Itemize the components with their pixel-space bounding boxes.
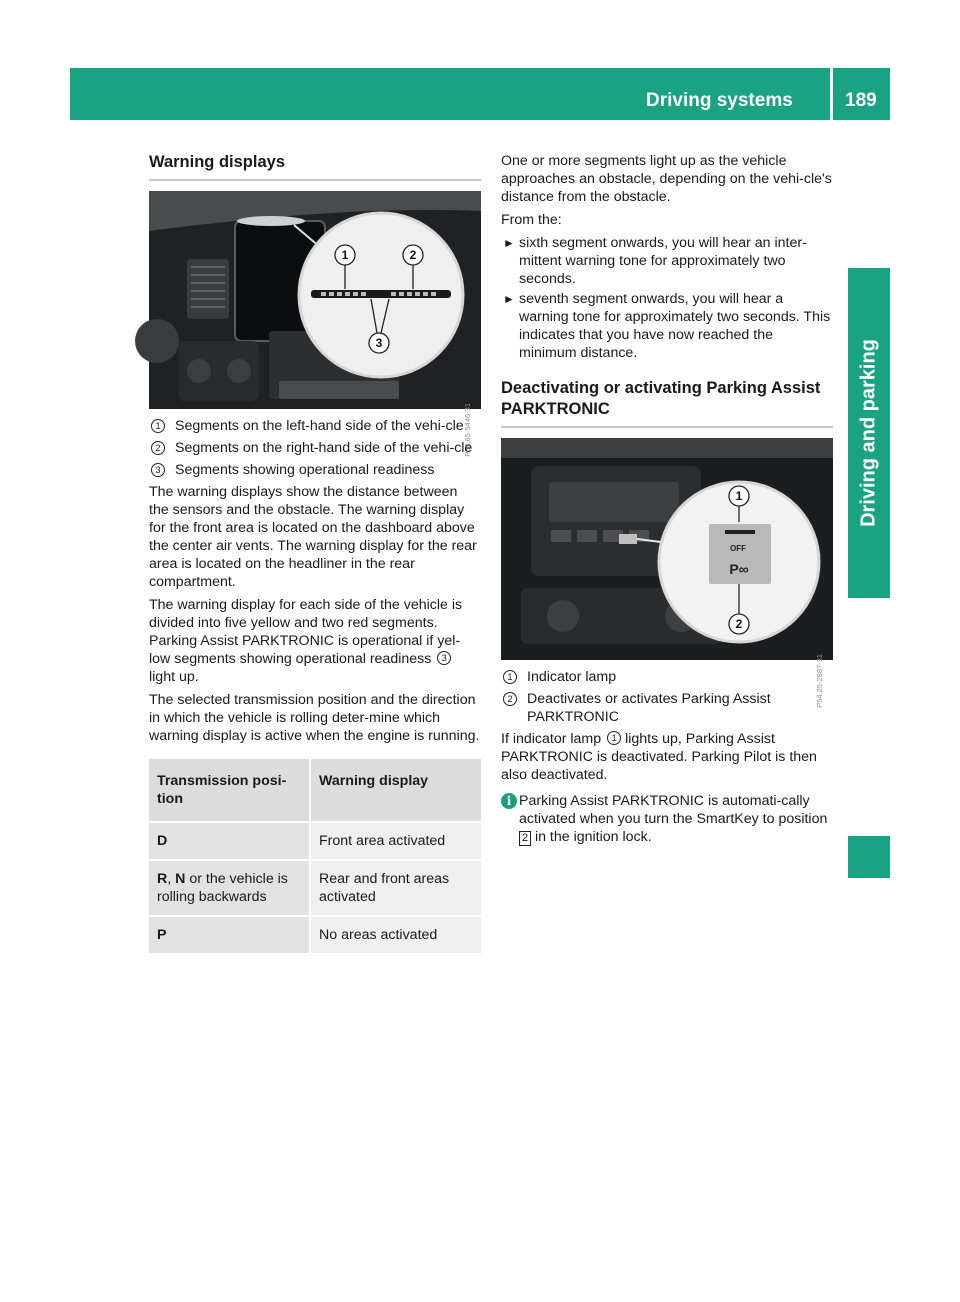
info-text: in the ignition lock. [534, 829, 652, 845]
callout-3-icon: 3 [437, 651, 451, 665]
table-cell-display: No areas activated [311, 915, 481, 953]
legend-item-3 [149, 461, 481, 479]
left-column [149, 152, 481, 953]
info-note [501, 792, 833, 846]
header-separator [830, 68, 833, 120]
figure-code: P54.65-5446-31 [463, 403, 472, 457]
gear-letter: D [157, 833, 168, 849]
legend-text: Indicator lamp [527, 669, 617, 685]
table-cell-display: Front area activated [311, 821, 481, 859]
legend-text: Deactivates or activates Parking Assist PARKTRONIC [527, 691, 771, 725]
table-cell-display: Rear and front areas activated [311, 859, 481, 915]
chapter-tab-label: Driving and parking [857, 339, 880, 527]
deactivating-heading: Deactivating or activating Parking Assist PARKTRONIC [501, 379, 821, 418]
right-column [501, 152, 833, 846]
info-icon: i [501, 793, 517, 809]
table-header-row [149, 759, 481, 821]
svg-text:P∞: P∞ [729, 561, 749, 577]
paragraph: The selected transmission position and the direction in which the vehicle is rolling deter-mine which warning display is active when the engine is running. [149, 692, 480, 744]
table-cell-position [149, 915, 311, 953]
transmission-table [149, 759, 481, 953]
svg-text:1: 1 [341, 248, 349, 262]
paragraph-text: lights up, Parking Assist PARKTRONIC is deactivated. Parking Pilot is then also deactivated. [501, 731, 817, 783]
table-cell-position [149, 821, 311, 859]
bullet-icon: ► [503, 236, 515, 250]
dashboard-illustration [149, 191, 481, 409]
figure-code: P54.25-2887-31 [815, 654, 824, 708]
gear-letter: N [175, 871, 186, 887]
legend-text: Segments showing operational readiness [175, 462, 435, 478]
table-header: Warning display [311, 759, 481, 821]
position-text: or the vehicle is rolling backwards [157, 871, 288, 905]
legend-item-2 [501, 690, 833, 726]
table-row [149, 915, 481, 953]
warning-displays-heading: Warning displays [149, 153, 285, 171]
heading-rule [501, 426, 833, 428]
ignition-position-icon: 2 [519, 831, 531, 846]
list-item-text: seventh segment onwards, you will hear a warning tone for approximately two seconds. This indicates that you have now reached the minimum distance. [519, 291, 831, 361]
off-label: OFF [730, 544, 746, 553]
paragraph: One or more segments light up as the vehicle approaches an obstacle, depending on the vehi-cle's distance from the obstacle. [501, 153, 832, 205]
legend-text: Segments on the left-hand side of the vehi-cle [175, 418, 464, 434]
callout-2-icon: 2 [151, 441, 165, 455]
svg-text:2: 2 [735, 617, 743, 631]
bullet-list [501, 234, 833, 362]
center-console-illustration [501, 438, 833, 660]
table-header: Transmission posi-tion [149, 759, 311, 821]
heading-rule [149, 179, 481, 181]
info-text: Parking Assist PARKTRONIC is automati-cally activated when you turn the SmartKey to position [519, 793, 828, 827]
separator-text: , [167, 871, 176, 887]
callout-1-icon: 1 [503, 670, 517, 684]
svg-text:3: 3 [375, 336, 383, 350]
list-item [501, 234, 833, 288]
table-row [149, 821, 481, 859]
svg-text:2: 2 [409, 248, 417, 262]
section-title: Driving systems [646, 90, 793, 111]
legend-text: Segments on the right-hand side of the vehi-cle [175, 440, 473, 456]
paragraph-text: light up. [149, 669, 199, 685]
table-row [149, 859, 481, 915]
callout-2-icon: 2 [503, 692, 517, 706]
legend-item-1 [501, 668, 833, 686]
paragraph: From the: [501, 212, 562, 228]
table-cell-position [149, 859, 311, 915]
list-item [501, 290, 833, 362]
paragraph-text: The warning display for each side of the vehicle is divided into five yellow and two red segments. Parking Assist PARKTRONIC is operational if yel-low segments showing operational readiness [149, 597, 463, 667]
callout-1-icon: 1 [151, 419, 165, 433]
callout-3-icon: 3 [151, 463, 165, 477]
legend-item-2 [149, 439, 481, 457]
gear-letter: R [157, 871, 168, 887]
chapter-marker [848, 836, 890, 878]
page-number: 189 [845, 90, 877, 111]
list-item-text: sixth segment onwards, you will hear an inter-mittent warning tone for approximately two seconds. [519, 235, 807, 287]
callout-1-icon: 1 [607, 731, 621, 745]
paragraph [501, 730, 833, 784]
svg-text:1: 1 [735, 489, 743, 503]
legend-item-1 [149, 417, 481, 435]
paragraph-text: If indicator lamp [501, 731, 602, 747]
bullet-icon: ► [503, 292, 515, 306]
paragraph [149, 596, 481, 686]
paragraph: The warning displays show the distance between the sensors and the obstacle. The warning display for the front area is located on the dashboard above the center air vents. The warning display for the rear area is located on the headliner in the rear compartment. [149, 484, 477, 590]
gear-letter: P [157, 927, 167, 943]
